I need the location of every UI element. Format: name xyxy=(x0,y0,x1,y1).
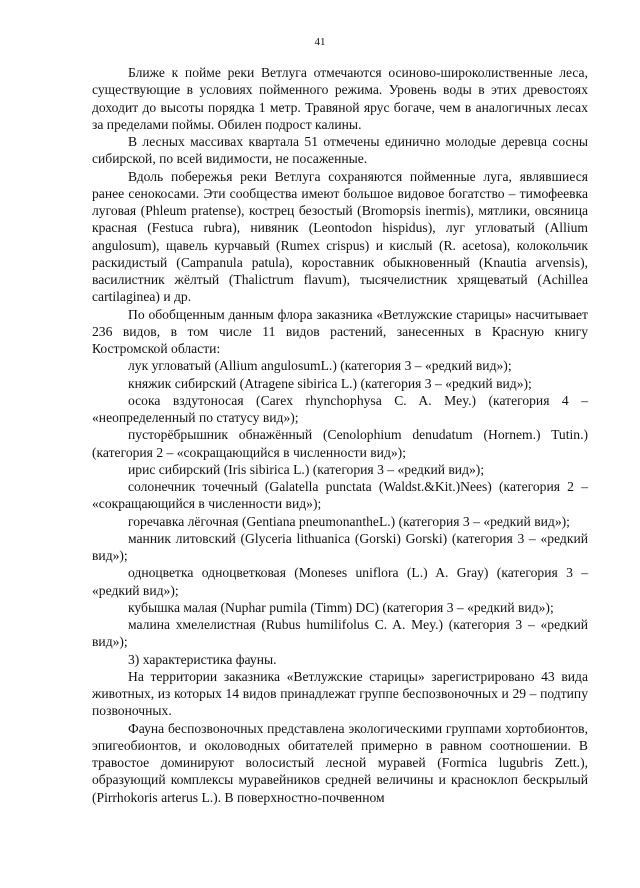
paragraph-invertebrates: Фауна беспозвоночных представлена экологическими группами хортобионтов, эпигеобионтов, и околоводных обитателей примерно в равном соотношении. В травостое доминируют волосистый лесной муравей (Formica lugubris Zett.), образующий комплексы муравейников средней величины и красноклоп бескрылый (Pirrhokoris arterus L.). В поверхностно-почвенном xyxy=(92,720,588,805)
page-number: 41 xyxy=(314,36,326,48)
paragraph-floodplain-forests: Ближе к пойме реки Ветлуга отмечаются осиново-широколиственные леса, существующие в условиях пойменного режима. Уровень воды в этих древостоях доходит до высоты порядка 1 метр. Травяной ярус богаче, чем в аналогичных лесах за пределами поймы. Обилен подрост калины. xyxy=(92,65,588,132)
document-body xyxy=(92,64,588,806)
fauna-heading: 3) характеристика фауны. xyxy=(128,651,277,667)
paragraph-flora-summary: По обобщенным данным флора заказника «Ветлужские старицы» насчитывает 236 видов, в том числе 11 видов растений, занесенных в Красную книгу Костромской области: xyxy=(92,306,588,356)
list-item: кубышка малая (Nuphar pumila (Timm) DC) (категория 3 – «редкий вид»); xyxy=(128,599,554,615)
list-item: манник литовский (Glyceria lithuanica (Gorski) Gorski) (категория 3 – «редкий вид»); xyxy=(92,530,588,563)
list-item: лук угловатый (Allium angulosumL.) (категория 3 – «редкий вид»); xyxy=(128,358,512,374)
paragraph-siberian-pine: В лесных массивах квартала 51 отмечены единично молодые деревца сосны сибирской, по всей видимости, не посаженные. xyxy=(92,134,588,167)
list-item: малина хмелелистная (Rubus humilifolus C. A. Mey.) (категория 3 – «редкий вид»); xyxy=(92,617,588,650)
list-item: пусторёбрышник обнажённый (Cenolophium denudatum (Hornem.) Tutin.) (категория 2 – «сокращающийся в численности вид»); xyxy=(92,427,588,460)
list-item: княжик сибирский (Atragene sibirica L.) (категория 3 – «редкий вид»); xyxy=(128,375,532,391)
list-item: солонечник точечный (Galatella punctata (Waldst.&Kit.)Nees) (категория 2 – «сокращающийся в численности вид»); xyxy=(92,479,588,512)
paragraph-floodplain-meadows: Вдоль побережья реки Ветлуга сохраняются пойменные луга, являвшиеся ранее сенокосами. Эти сообщества имеют большое видовое богатство – тимофеевка луговая (Phleum pratense), кострец безостый (Bromopsis inermis), мятлики, овсяница красная (Festuca rubra), нивяник (Leontodon hispidus), луг угловатый (Allium angulosum), щавель курчавый (Rumex crispus) и кислый (R. acetosa), колокольчик раскидистый (Campanula patula), короставник обыкновенный (Knautia arvensis), василистник жёлтый (Thalictrum flavum), тысячелистник хрящеватый (Achillea cartilaginea) и др. xyxy=(92,168,588,305)
list-item: осока вздутоносая (Carex rhynchophysa C. A. Mey.) (категория 4 – «неопределенный по статусу вид»); xyxy=(92,392,588,425)
list-item: ирис сибирский (Iris sibirica L.) (категория 3 – «редкий вид»); xyxy=(128,461,485,477)
list-item: горечавка лёгочная (Gentiana pneumonantheL.) (категория 3 – «редкий вид»); xyxy=(128,513,570,529)
redbook-species-list xyxy=(92,357,588,650)
paragraph-fauna-summary: На территории заказника «Ветлужские старицы» зарегистрировано 43 вида животных, из которых 14 видов принадлежат группе беспозвоночных и 29 – подтипу позвоночных. xyxy=(92,668,588,719)
list-item: одноцветка одноцветковая (Moneses uniflora (L.) A. Gray) (категория 3 – «редкий вид»); xyxy=(92,565,588,598)
